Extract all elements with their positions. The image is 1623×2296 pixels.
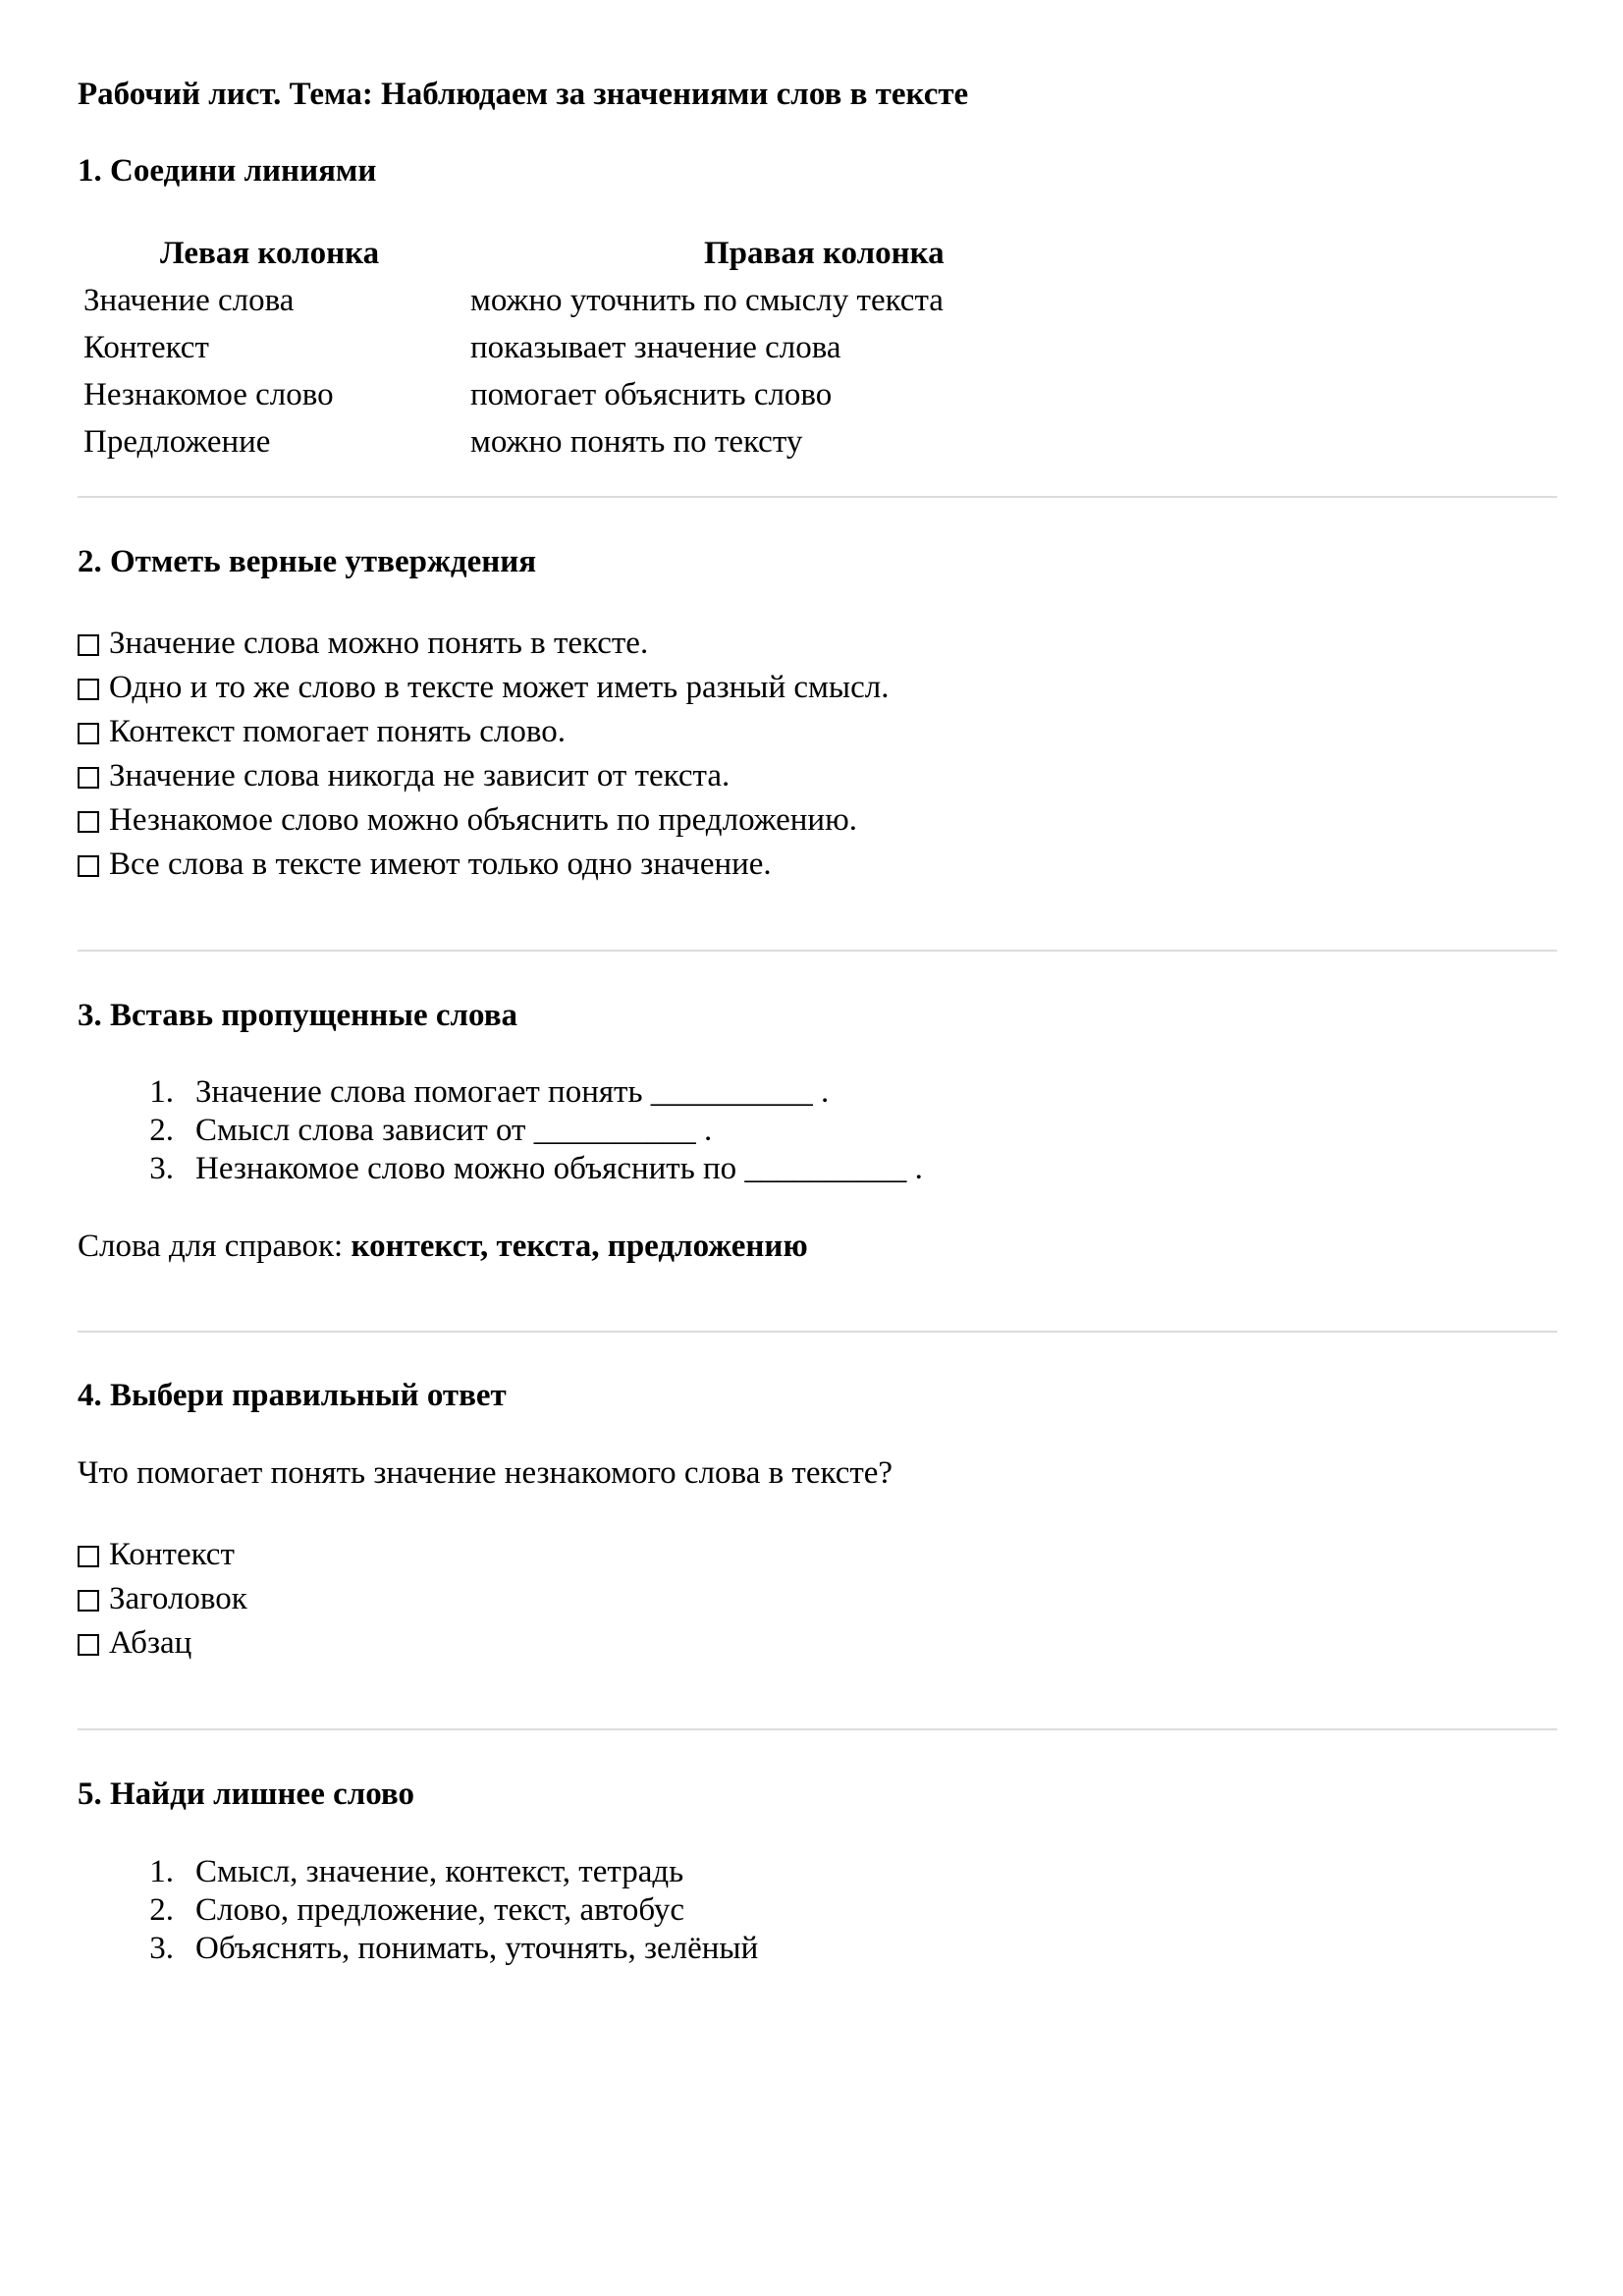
checkbox-icon[interactable] [78, 811, 99, 833]
odd-word-text: Слово, предложение, текст, автобус [195, 1892, 685, 1928]
answer-label: Заголовок [109, 1581, 247, 1616]
question-text: Что помогает понять значение незнакомого слова в тексте? [78, 1455, 893, 1491]
statement-label: Все слова в тексте имеют только одно значение. [109, 847, 772, 882]
list-number: 3. [149, 1931, 174, 1966]
list-number: 1. [149, 1854, 174, 1889]
checkbox-icon[interactable] [78, 1590, 99, 1612]
fill-in-item [125, 1113, 712, 1149]
checkbox-icon[interactable] [78, 723, 99, 744]
left-column-header: Левая колонка [160, 236, 380, 271]
section-1-heading: 1. Соедини линиями [78, 153, 377, 189]
list-number: 2. [149, 1113, 174, 1148]
checkbox-icon[interactable] [78, 634, 99, 656]
fill-in-text: Незнакомое слово можно объяснить по __________ . [195, 1151, 923, 1186]
checkbox-icon[interactable] [78, 1546, 99, 1567]
odd-word-text: Смысл, значение, контекст, тетрадь [195, 1854, 684, 1889]
section-divider [78, 1728, 1557, 1730]
right-column-item: помогает объяснить слово [470, 377, 833, 412]
answer-option[interactable] [78, 1625, 191, 1662]
answer-option[interactable] [78, 1537, 235, 1573]
left-column-item: Незнакомое слово [83, 377, 334, 412]
answer-label: Контекст [109, 1537, 235, 1572]
right-column-item: показывает значение слова [470, 330, 841, 365]
checkbox-icon[interactable] [78, 767, 99, 789]
odd-word-item [125, 1854, 683, 1890]
hint-words: контекст, текста, предложению [351, 1229, 808, 1264]
odd-word-item [125, 1931, 758, 1967]
section-2-heading: 2. Отметь верные утверждения [78, 544, 537, 579]
odd-word-item [125, 1892, 684, 1929]
list-number: 3. [149, 1151, 174, 1186]
statement-option[interactable] [78, 626, 648, 662]
answer-option[interactable] [78, 1581, 247, 1617]
list-number: 2. [149, 1892, 174, 1928]
fill-in-text: Смысл слова зависит от __________ . [195, 1113, 713, 1148]
fill-in-item [125, 1074, 829, 1111]
left-column-item: Контекст [83, 330, 209, 365]
hint-label: Слова для справок: [78, 1229, 352, 1264]
right-column-item: можно уточнить по смыслу текста [470, 283, 944, 318]
statement-option[interactable] [78, 670, 889, 706]
right-column-item: можно понять по тексту [470, 424, 803, 460]
statement-label: Незнакомое слово можно объяснить по предложению. [109, 802, 857, 838]
checkbox-icon[interactable] [78, 1634, 99, 1656]
statement-option[interactable] [78, 847, 772, 883]
section-4-heading: 4. Выбери правильный ответ [78, 1378, 507, 1413]
statement-option[interactable] [78, 758, 730, 794]
left-column-item: Значение слова [83, 283, 295, 318]
list-number: 1. [149, 1074, 174, 1110]
checkbox-icon[interactable] [78, 679, 99, 700]
statement-option[interactable] [78, 802, 857, 839]
statement-option[interactable] [78, 714, 566, 750]
section-divider [78, 496, 1557, 498]
section-divider [78, 1331, 1557, 1333]
hint-line [78, 1229, 808, 1265]
left-column-item: Предложение [83, 424, 271, 460]
statement-label: Контекст помогает понять слово. [109, 714, 566, 749]
odd-word-text: Объяснять, понимать, уточнять, зелёный [195, 1931, 759, 1966]
checkbox-icon[interactable] [78, 855, 99, 877]
statement-label: Одно и то же слово в тексте может иметь разный смысл. [109, 670, 890, 705]
statement-label: Значение слова никогда не зависит от текста. [109, 758, 730, 793]
section-5-heading: 5. Найди лишнее слово [78, 1777, 415, 1812]
fill-in-text: Значение слова помогает понять __________ . [195, 1074, 830, 1110]
statement-label: Значение слова можно понять в тексте. [109, 626, 649, 661]
right-column-header: Правая колонка [704, 236, 945, 271]
fill-in-item [125, 1151, 923, 1187]
page-title: Рабочий лист. Тема: Наблюдаем за значениями слов в тексте [78, 77, 969, 112]
section-divider [78, 950, 1557, 952]
answer-label: Абзац [109, 1625, 192, 1661]
section-3-heading: 3. Вставь пропущенные слова [78, 998, 518, 1033]
